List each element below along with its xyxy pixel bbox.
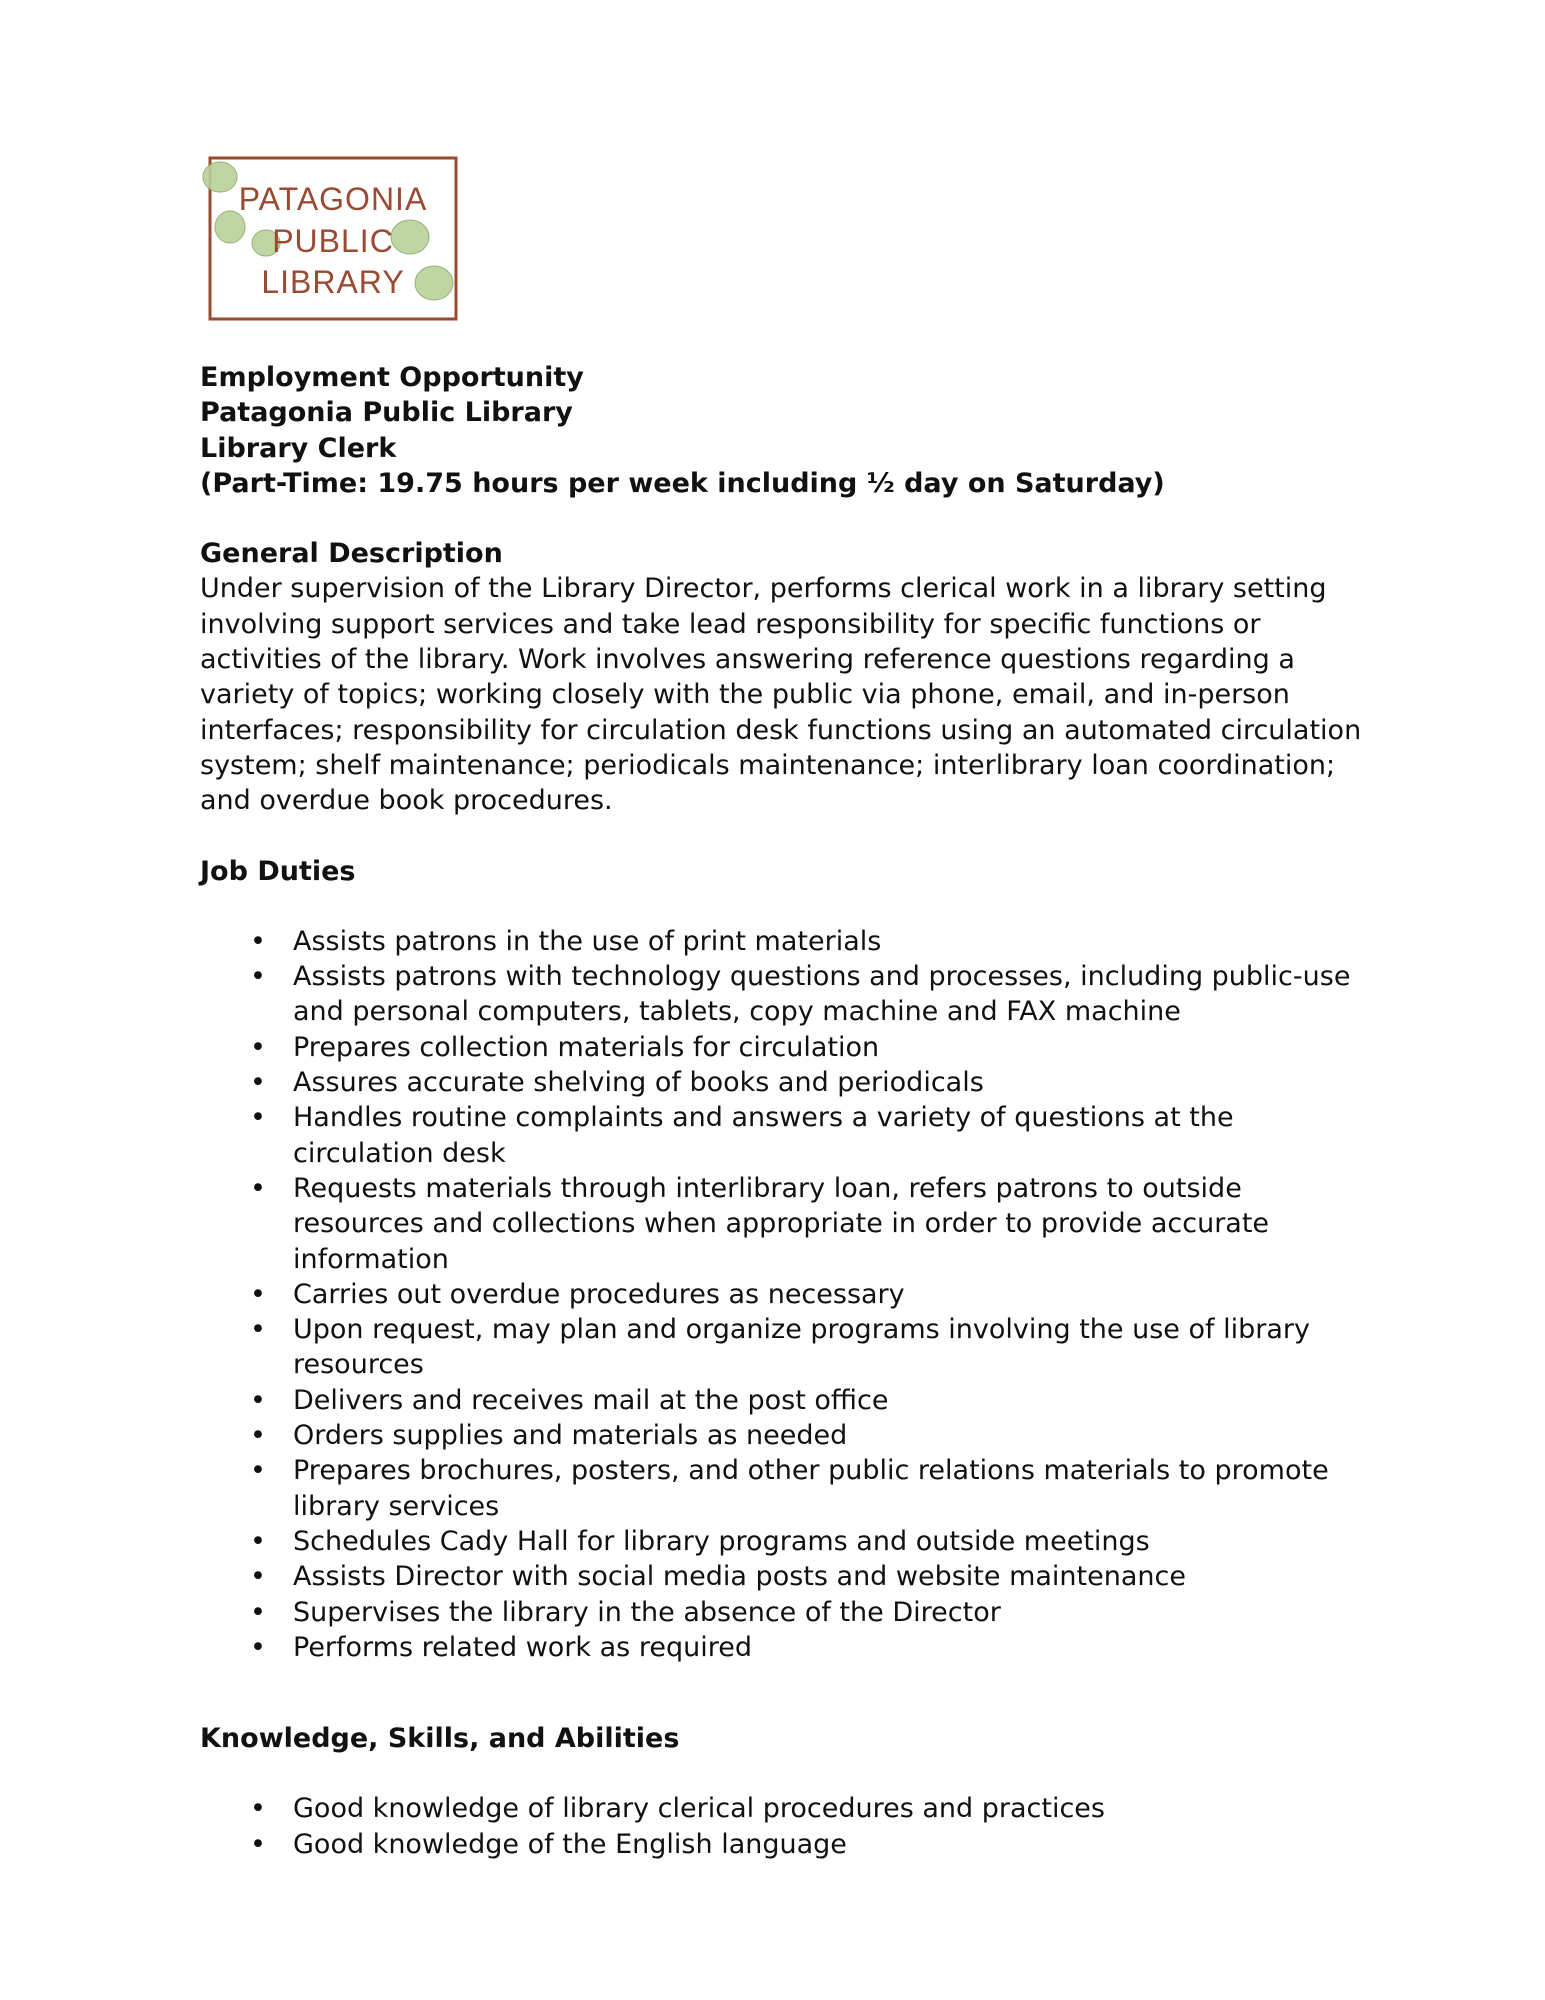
- general-description-title: General Description: [200, 538, 503, 570]
- header-line-hours: (Part-Time: 19.75 hours per week including ½ day on Saturday): [200, 467, 1165, 499]
- logo-line-2: PUBLIC: [272, 223, 394, 259]
- list-item: • Schedules Cady Hall for library programs and outside meetings: [200, 1524, 1380, 1559]
- leaf-icon: [391, 220, 429, 254]
- leaf-icon: [203, 162, 237, 192]
- ksa-title: Knowledge, Skills, and Abilities: [200, 1723, 680, 1755]
- document-body: [200, 360, 1380, 1862]
- list-item: • Carries out overdue procedures as necessary: [200, 1277, 1380, 1312]
- list-item: • Good knowledge of library clerical procedures and practices: [200, 1791, 1380, 1826]
- library-logo: [200, 155, 462, 325]
- list-item: • Orders supplies and materials as needed: [200, 1418, 1380, 1453]
- list-item: • Assists patrons in the use of print materials: [200, 924, 1380, 959]
- list-item: • Upon request, may plan and organize programs involving the use of library resources: [200, 1312, 1380, 1383]
- job-duties-list: [200, 924, 1380, 1665]
- list-item: • Requests materials through interlibrary loan, refers patrons to outside resources and collections when appropriate in order to provide accurate information: [200, 1171, 1380, 1277]
- list-item: • Prepares brochures, posters, and other public relations materials to promote library services: [200, 1453, 1380, 1524]
- list-item: • Good knowledge of the English language: [200, 1827, 1380, 1862]
- list-item: • Assures accurate shelving of books and periodicals: [200, 1065, 1380, 1100]
- leaf-icon: [415, 266, 453, 300]
- list-item: • Delivers and receives mail at the post office: [200, 1383, 1380, 1418]
- list-item: • Assists patrons with technology questions and processes, including public-use and personal computers, tablets, copy machine and FAX machine: [200, 959, 1380, 1030]
- list-item: • Performs related work as required: [200, 1630, 1380, 1665]
- logo-line-3: LIBRARY: [261, 264, 405, 300]
- list-item: • Prepares collection materials for circulation: [200, 1030, 1380, 1065]
- ksa-list: [200, 1791, 1380, 1862]
- job-header: [200, 360, 1380, 501]
- job-duties-title: Job Duties: [200, 855, 356, 887]
- logo-line-1: PATAGONIA: [238, 181, 428, 217]
- list-item: • Assists Director with social media posts and website maintenance: [200, 1559, 1380, 1594]
- list-item: • Supervises the library in the absence of the Director: [200, 1595, 1380, 1630]
- logo-graphic: [200, 155, 462, 325]
- general-description-text: Under supervision of the Library Director, performs clerical work in a library setting involving support services and take lead responsibility for specific functions or activities of the library. Work involves answering reference questions regarding a variety of topics; working closely with the public via phone, email, and in-person interfaces; responsibility for circulation desk functions using an automated circulation system; shelf maintenance; periodicals maintenance; interlibrary loan coordination; and overdue book procedures.: [200, 573, 1362, 817]
- list-item: • Handles routine complaints and answers a variety of questions at the circulation desk: [200, 1100, 1380, 1171]
- header-line-position: Library Clerk: [200, 432, 397, 464]
- header-line-library: Patagonia Public Library: [200, 397, 573, 429]
- header-line-employment: Employment Opportunity: [200, 362, 584, 393]
